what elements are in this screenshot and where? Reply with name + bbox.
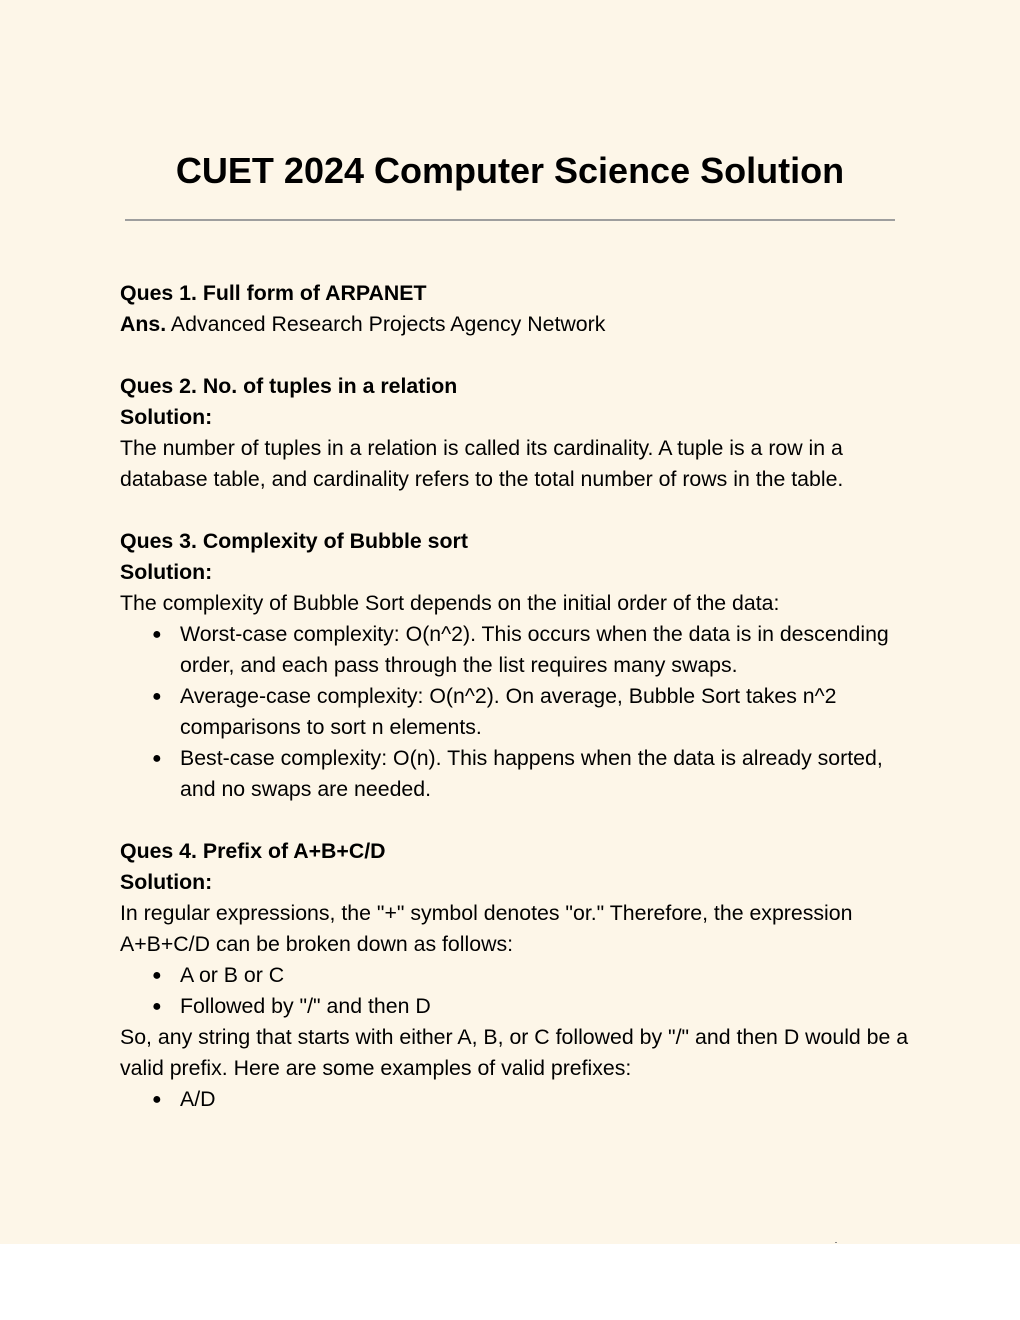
question-3-intro: The complexity of Bubble Sort depends on the initial order of the data: xyxy=(120,591,780,615)
answer-text: Advanced Research Projects Agency Network xyxy=(170,312,606,336)
page-mark xyxy=(835,1242,837,1243)
question-4-examples-list xyxy=(120,1084,910,1115)
question-1 xyxy=(120,278,910,340)
question-4-bullet-list xyxy=(120,960,910,1022)
list-item-text: Followed by "/" and then D xyxy=(180,994,431,1018)
question-2 xyxy=(120,371,910,495)
list-item-text: Worst-case complexity: O(n^2). This occurs when the data is in descending order, and each pass through the list requires many swaps. xyxy=(180,622,889,677)
bullet-icon: ● xyxy=(152,750,162,767)
bullet-icon: ● xyxy=(152,998,162,1015)
question-4-heading: Ques 4. Prefix of A+B+C/D xyxy=(120,839,386,863)
list-item xyxy=(120,1084,910,1115)
solution-label: Solution: xyxy=(120,560,213,584)
title-divider xyxy=(125,219,895,221)
list-item-text: A/D xyxy=(180,1087,216,1111)
question-2-heading: Ques 2. No. of tuples in a relation xyxy=(120,374,458,398)
list-item-text: Best-case complexity: O(n). This happens when the data is already sorted, and no swaps are needed. xyxy=(180,746,883,801)
solution-label: Solution: xyxy=(120,405,213,429)
bullet-icon: ● xyxy=(152,1091,162,1108)
question-2-paragraph: The number of tuples in a relation is called its cardinality. A tuple is a row in a database table, and cardinality refers to the total number of rows in the table. xyxy=(120,436,844,491)
list-item xyxy=(120,991,910,1022)
page-title: CUET 2024 Computer Science Solution xyxy=(175,150,845,191)
document-body xyxy=(120,278,910,1115)
solution-label: Solution: xyxy=(120,870,213,894)
question-3-bullet-list xyxy=(120,619,910,805)
question-1-heading: Ques 1. Full form of ARPANET xyxy=(120,281,427,305)
question-1-answer xyxy=(120,309,910,340)
bullet-icon: ● xyxy=(152,967,162,984)
bullet-icon: ● xyxy=(152,688,162,705)
list-item xyxy=(120,960,910,991)
question-4-paragraph: So, any string that starts with either A, B, or C followed by "/" and then D would be a valid prefix. Here are some examples of valid prefixes: xyxy=(120,1025,909,1080)
list-item xyxy=(120,619,910,681)
bullet-icon: ● xyxy=(152,626,162,643)
answer-label: Ans. xyxy=(120,312,167,336)
list-item-text: A or B or C xyxy=(180,963,285,987)
list-item-text: Average-case complexity: O(n^2). On average, Bubble Sort takes n^2 comparisons to sort n elements. xyxy=(180,684,837,739)
list-item xyxy=(120,743,910,805)
list-item xyxy=(120,681,910,743)
question-3 xyxy=(120,526,910,805)
question-4-intro: In regular expressions, the "+" symbol denotes "or." Therefore, the expression A+B+C/D can be broken down as follows: xyxy=(120,901,853,956)
question-3-heading: Ques 3. Complexity of Bubble sort xyxy=(120,529,468,553)
question-4 xyxy=(120,836,910,1115)
